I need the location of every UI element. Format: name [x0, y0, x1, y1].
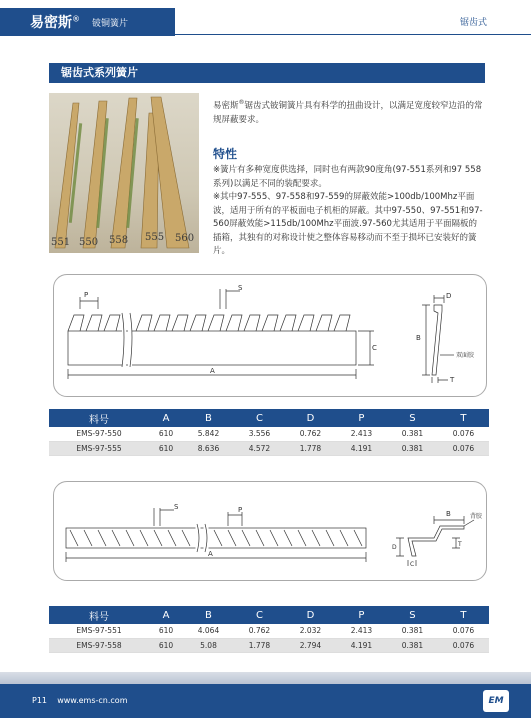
col-header: D [285, 409, 336, 427]
header-category: 锯齿式 [459, 18, 487, 28]
fingers [68, 315, 350, 331]
side-profile [432, 305, 442, 375]
col-header: T [438, 409, 489, 427]
cell: 2.413 [336, 624, 387, 638]
photo-label-555: 555 [145, 232, 165, 243]
header-brand-block [0, 8, 175, 36]
side-profile [408, 526, 464, 556]
technical-drawing-2 [53, 481, 487, 581]
company-logo: EM [483, 690, 509, 712]
face-label: 背胶 [470, 513, 483, 520]
col-header: S [387, 606, 438, 624]
dim-d-label: D [392, 544, 397, 551]
cell-part: EMS-97-550 [49, 427, 149, 441]
dim-a-label: A [210, 367, 215, 375]
cell: 4.064 [183, 624, 234, 638]
cell: 4.191 [336, 441, 387, 455]
col-header: P [336, 409, 387, 427]
features-text [213, 164, 485, 259]
dim-p-label: P [84, 291, 89, 299]
cell: 0.762 [285, 427, 336, 441]
dim-t-label: T [450, 376, 455, 384]
col-header: T [438, 606, 489, 624]
cell: 0.381 [387, 638, 438, 652]
strip-body [66, 528, 366, 548]
website-link[interactable]: www.ems-cn.com [57, 696, 128, 705]
header-rule [175, 34, 531, 35]
table-header-row [49, 409, 489, 427]
fingers [70, 530, 362, 546]
dim-b-label: B [416, 334, 421, 342]
cell: 4.572 [234, 441, 285, 455]
cell-part: EMS-97-555 [49, 441, 149, 455]
dim-c-label: C [410, 561, 415, 568]
col-header: C [234, 409, 285, 427]
cell: 0.381 [387, 624, 438, 638]
col-header: S [387, 409, 438, 427]
face-label: 双面胶 [456, 352, 475, 359]
cell: 0.076 [438, 441, 489, 455]
table-header-row [49, 606, 489, 624]
photo-label-550: 550 [79, 237, 99, 248]
col-header: B [183, 606, 234, 624]
page-footer [0, 684, 531, 718]
cell: 5.08 [183, 638, 234, 652]
cell: 1.778 [234, 638, 285, 652]
col-header: P [336, 606, 387, 624]
cell: 610 [149, 427, 183, 441]
dim-s-label: S [174, 503, 179, 511]
photo-label-551: 551 [51, 237, 71, 248]
col-header: 料号 [49, 606, 149, 624]
table-row [49, 638, 489, 652]
spec-table-2 [49, 606, 489, 653]
page-number: P11 [32, 696, 48, 705]
cell-part: EMS-97-558 [49, 638, 149, 652]
dim-a-label: A [208, 550, 213, 558]
feature-item-2: ※其中97-555、97-558和97-559的屏蔽效能>100db/100Mhz平面波，适用于所有的平板面电子机柜的屏蔽。其中97-550、97-551和97-560屏蔽效能>115db/100Mhz平面波.97-560尤其适用于平面隔板的插箱，其独有的对称设计使之整体容易移动而不至于损坏已安装好的簧片。 [213, 192, 483, 256]
footer-text [32, 696, 128, 705]
col-header: A [149, 409, 183, 427]
table-row [49, 624, 489, 638]
cell: 4.191 [336, 638, 387, 652]
strip-body [68, 331, 356, 365]
col-header: B [183, 409, 234, 427]
table-row [49, 427, 489, 441]
col-header: C [234, 606, 285, 624]
cell: 3.556 [234, 427, 285, 441]
cell: 610 [149, 441, 183, 455]
cell: 0.762 [234, 624, 285, 638]
cell: 1.778 [285, 441, 336, 455]
cell: 0.381 [387, 427, 438, 441]
dim-p-label: P [238, 506, 243, 514]
col-header: A [149, 606, 183, 624]
spec-table-1 [49, 409, 489, 456]
cell-part: EMS-97-551 [49, 624, 149, 638]
cell: 0.076 [438, 624, 489, 638]
cell: 0.076 [438, 638, 489, 652]
cell: 610 [149, 624, 183, 638]
dim-d-label: D [446, 292, 452, 300]
table-row [49, 441, 489, 455]
feature-item-1: ※簧片有多种宽度供选择，同时也有两款90度角(97-551系列和97 558系列)以满足不同的装配要求。 [213, 165, 482, 189]
cell: 8.636 [183, 441, 234, 455]
features-heading: 特性 [213, 147, 238, 161]
col-header: 料号 [49, 409, 149, 427]
cell: 0.381 [387, 441, 438, 455]
technical-drawing-1 [53, 274, 487, 397]
cell: 2.032 [285, 624, 336, 638]
brand-name: 易密斯® [30, 14, 80, 31]
photo-label-558: 558 [109, 235, 129, 246]
header-subtitle: 铍铜簧片 [92, 18, 129, 29]
dim-c-label: C [372, 344, 377, 352]
col-header: D [285, 606, 336, 624]
page-header [0, 0, 531, 44]
dim-s-label: S [238, 284, 243, 292]
cell: 2.413 [336, 427, 387, 441]
intro-paragraph: 易密斯®锯齿式铍铜簧片具有科学的扭曲设计，以满足宽度较窄边沿的常规屏蔽要求。 [213, 99, 483, 125]
footer-band [0, 672, 531, 684]
dim-t-label: T [458, 541, 462, 548]
dim-b-label: B [446, 510, 451, 518]
cell: 610 [149, 638, 183, 652]
cell: 5.842 [183, 427, 234, 441]
photo-label-560: 560 [175, 233, 195, 244]
section-title: 锯齿式系列簧片 [49, 63, 485, 83]
cell: 0.076 [438, 427, 489, 441]
cell: 2.794 [285, 638, 336, 652]
product-photo [49, 93, 199, 253]
